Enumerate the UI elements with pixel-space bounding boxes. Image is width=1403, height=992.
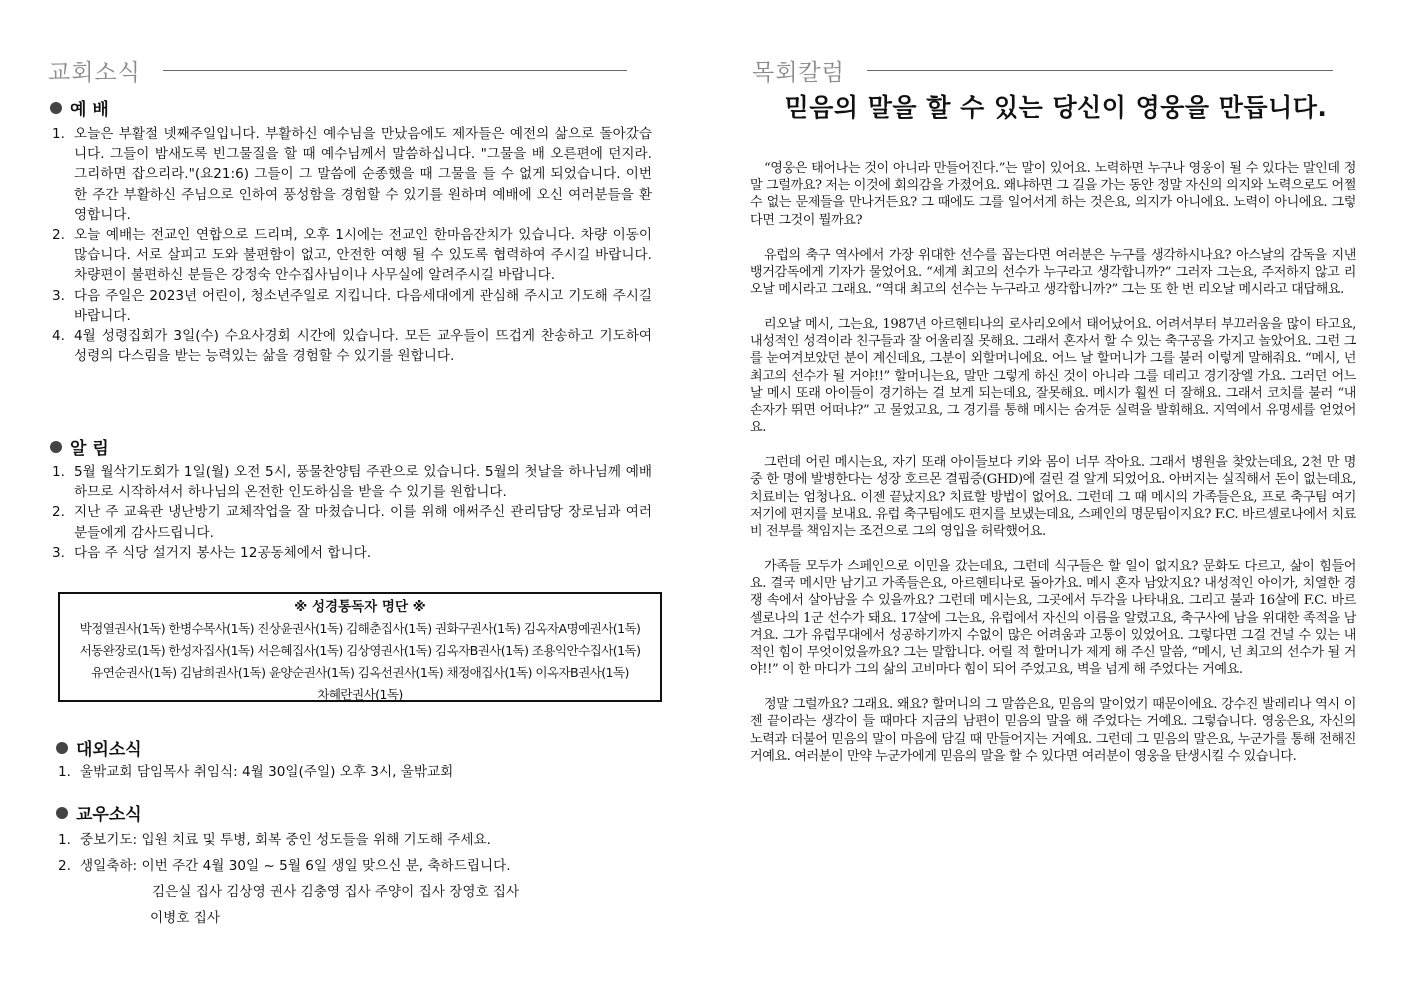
worship-heading-text: 예 배 <box>70 100 109 120</box>
header-divider <box>867 70 1333 71</box>
column-body <box>750 160 1356 783</box>
readers-line: 서동완장로(1독) 한성자집사(1독) 서은혜집사(1독) 김상영권사(1독) 김옥자B권사(1독) 조용익안수집사(1독) <box>79 643 641 658</box>
bullet-icon <box>50 102 62 114</box>
column-paragraph: 그런데 어린 메시는요, 자기 또래 아이들보다 키와 몸이 너무 작아요. 그래서 병원을 찾았는데요, 2천 만 명 중 한 명에 발병한다는 성장 호르몬 결핍증(GHD)에 걸린 걸 알게 되었어요. 아버지는 실직해서 돈이 없는데요, 치료비는 엄청나요. 이젠 끝났지요? 치료할 방법이 없어요. 그런데 그 때 메시의 가족들은요, 프로 축구팀 여기저기에 편지를 보내요. 유럽 축구팀에도 편지를 보냈는데요, 스페인의 명문팀이지요? F.C. 바르셀로나에서 치료비 전부를 책임지는 조건으로 그의 영입을 허락했어요. <box>750 455 1356 540</box>
notices-heading <box>50 434 109 459</box>
column-paragraph: 유럽의 축구 역사에서 가장 위대한 선수를 꼽는다면 여러분은 누구를 생각하시나요? 아스날의 감독을 지낸 뱅거감독에게 기자가 물었어요. “세계 최고의 선수가 누구라고 생각합니까?” 그러자 그는요, 주저하지 않고 리오날 메시라고 그래요. “역대 최고의 선수는 누구라고 생각합니까?” 그는 또 한 번 리오날 메시라고 대답해요. <box>750 247 1356 298</box>
bullet-icon <box>56 807 68 819</box>
birthday-names: 김은실 집사 김상영 권사 김충영 집사 주양이 집사 장영호 집사 <box>152 884 520 900</box>
readers-line: 차혜란권사(1독) <box>317 687 403 702</box>
external-news-list <box>58 762 658 782</box>
readers-line: 유연순권사(1독) 김남희권사(1독) 윤양순권사(1독) 김옥선권사(1독) 채정애집사(1독) 이옥자B권사(1독) <box>91 665 629 680</box>
pastor-column-title: 목회칼럼 <box>752 60 845 86</box>
bible-readers-box <box>58 592 662 702</box>
external-news-heading <box>56 735 142 760</box>
worship-heading <box>50 95 109 120</box>
list-item: 1. 5월 월삭기도회가 1일(월) 오전 5시, 풍물찬양팀 주관으로 있습니다. 5월의 첫날을 하나님께 예배하므로 시작하셔서 하나님의 온전한 인도하심을 받을 수 있기를 원합니다. <box>52 464 652 501</box>
list-item: 1. 중보기도: 입원 치료 및 투병, 회복 중인 성도들을 위해 기도해 주세요. <box>58 832 491 848</box>
list-item: 2. 생일축하: 이번 주간 4월 30일 ~ 5월 6일 생일 맞으신 분, 축하드립니다. <box>58 858 511 874</box>
church-news-title: 교회소식 <box>48 60 141 86</box>
readers-line: 박정열권사(1독) 한병수목사(1독) 진상윤권사(1독) 김해춘집사(1독) 권화구권사(1독) 김옥자A명예권사(1독) <box>79 621 641 636</box>
list-item: 4. 4월 성령집회가 3일(수) 수요사경회 시간에 있습니다. 모든 교우들이 뜨겁게 찬송하고 기도하여 성령의 다스림을 받는 능력있는 삶을 경험할 수 있기를 원합니다. <box>52 328 652 365</box>
bullet-icon <box>50 441 62 453</box>
church-news-header <box>48 54 627 87</box>
list-item: 1. 오늘은 부활절 넷째주일입니다. 부활하신 예수님을 만났음에도 제자들은 예전의 삶으로 돌아갔습니다. 그들이 밤새도록 빈그물질을 할 때 예수님께서 말씀하십니다. "그물을 배 오른편에 던지라.그리하면 잡으리라."(요21:6) 그들이 그 말씀에 순종했을 때 그물을 들 수 없게 되었습니다. 이번 한 주간 부활하신 주님으로 인하여 풍성함을 경험할 수 있기를 원하며 예배에 오신 여러분들을 환영합니다. <box>52 126 652 223</box>
pastor-column-header <box>752 54 1333 87</box>
column-paragraph: 리오날 메시, 그는요, 1987년 아르헨티나의 로사리오에서 태어났어요. 어려서부터 부끄러움을 많이 타고요, 내성적인 성격이라 친구들과 잘 어울리질 못해요. 그래서 혼자서 할 수 있는 축구공을 가지고 놀았어요. 그런 그를 눈여겨보았던 분이 계신데요, 그분이 외할머니에요. 어느 날 할머니가 그를 불러 이렇게 말해줘요. “메시, 넌 최고의 선수가 될 거야!!” 할머니는요, 말만 그렇게 하신 것이 아니라 그를 데리고 경기장엘 가요. 그러던 어느 날 메시 또래 아이들이 경기하는 걸 보게 되는데요, 잘못해요. 메시가 훨씬 더 잘해요. 그래서 코치를 불러 “내 손자가 뛰면 어떠냐?” 고 물었고요, 그 경기를 통해 메시는 숨겨둔 실력을 발휘해요. 지역에서 유명세를 얻었어요. <box>750 317 1356 436</box>
member-news-heading-text: 교우소식 <box>76 805 142 825</box>
column-paragraph: 정말 그럴까요? 그래요. 왜요? 할머니의 그 말씀은요, 믿음의 말이었기 때문이에요. 강수진 발레리나 역시 이젠 끝이라는 생각이 들 때마다 지금의 남편이 믿음의 말을 해 주었다는 거예요. 그렇습니다. 영웅은요, 자신의 노력과 더불어 믿음의 말이 마음에 담길 때 만들어지는 거예요. 그런데 그 믿음의 말은요, 누군가를 통해 전해진 거예요. 여러분이 만약 누군가에게 믿음의 말을 할 수 있다면 여러분이 영웅을 탄생시킬 수 있습니다. <box>750 697 1356 764</box>
list-item: 1. 울밖교회 담임목사 취임식: 4월 30일(주일) 오후 3시, 울밖교회 <box>58 764 454 780</box>
member-news-list <box>58 827 658 931</box>
column-title: 믿음의 말을 할 수 있는 당신이 영웅을 만듭니다. <box>784 93 1328 122</box>
column-paragraph: “영웅은 태어나는 것이 아니라 만들어진다.”는 말이 있어요. 노력하면 누구나 영웅이 될 수 있다는 말인데 정말 그럴까요? 저는 이것에 회의감을 가졌어요. 왜냐하면 그 길을 가는 동안 정말 자신의 의지와 노력으로도 어쩔 수 없는 문제들을 만나거든요? 그 때에도 그를 일어서게 하는 것은요, 의지가 아니에요. 노력이 아니에요. 그렇다면 그것이 뭘까요? <box>750 161 1356 228</box>
external-news-heading-text: 대외소식 <box>76 740 142 760</box>
member-news-heading <box>56 800 142 825</box>
notices-list <box>52 462 652 563</box>
list-item: 2. 오늘 예배는 전교인 연합으로 드리며, 오후 1시에는 전교인 한마음잔치가 있습니다. 차량 이동이 많습니다. 서로 살피고 도와 불편함이 없고, 안전한 여행 될 수 있도록 협력하여 주시길 바랍니다. 차량편이 불편하신 분들은 강정숙 안수집사님이나 사무실에 알려주시길 바랍니다. <box>52 227 652 284</box>
readers-title: ※ 성경통독자 명단 ※ <box>294 599 426 615</box>
header-divider <box>163 70 627 71</box>
worship-list <box>52 124 652 366</box>
list-item: 2. 지난 주 교육관 냉난방기 교체작업을 잘 마쳤습니다. 이를 위해 애써주신 관리담당 장로님과 여러분들에게 감사드립니다. <box>52 504 652 541</box>
notices-heading-text: 알 림 <box>70 439 109 459</box>
list-item: 3. 다음 주 식당 설거지 봉사는 12공동체에서 합니다. <box>52 544 372 561</box>
column-paragraph: 가족들 모두가 스페인으로 이민을 갔는데요, 그런데 식구들은 할 일이 없지요? 문화도 다르고, 삶이 힘들어요. 결국 메시만 남기고 가족들은요, 아르헨티나로 돌아가요. 메시 혼자 남았지요? 내성적인 아이가, 치열한 경쟁 속에서 살아남을 수 있을까요? 그런데 메시는요, 그곳에서 두각을 나타내요. 그리고 불과 16살에 F.C. 바르셀로나의 1군 선수가 돼요. 17살에 그는요, 유럽에서 자신의 이름을 알렸고요, 축구사에 남을 위대한 족적을 남겨요. 그가 유럽무대에서 성공하기까지 수없이 많은 어려움과 고통이 있었어요. 그렇다면 그걸 건널 수 있는 내적인 힘이 무엇이었을까요? 그는 말합니다. 어릴 적 할머니가 제게 해 주신 말씀, “메시, 넌 최고의 선수가 될 거야!!” 이 한 마디가 그의 삶의 고비마다 힘이 되어 주었고요, 벽을 넘게 해 주었다는 거예요. <box>750 559 1356 678</box>
bullet-icon <box>56 742 68 754</box>
birthday-names: 이병호 집사 <box>150 910 220 926</box>
list-item: 3. 다음 주일은 2023년 어린이, 청소년주일로 지킵니다. 다음세대에게 관심해 주시고 기도해 주시길 바랍니다. <box>52 287 652 324</box>
